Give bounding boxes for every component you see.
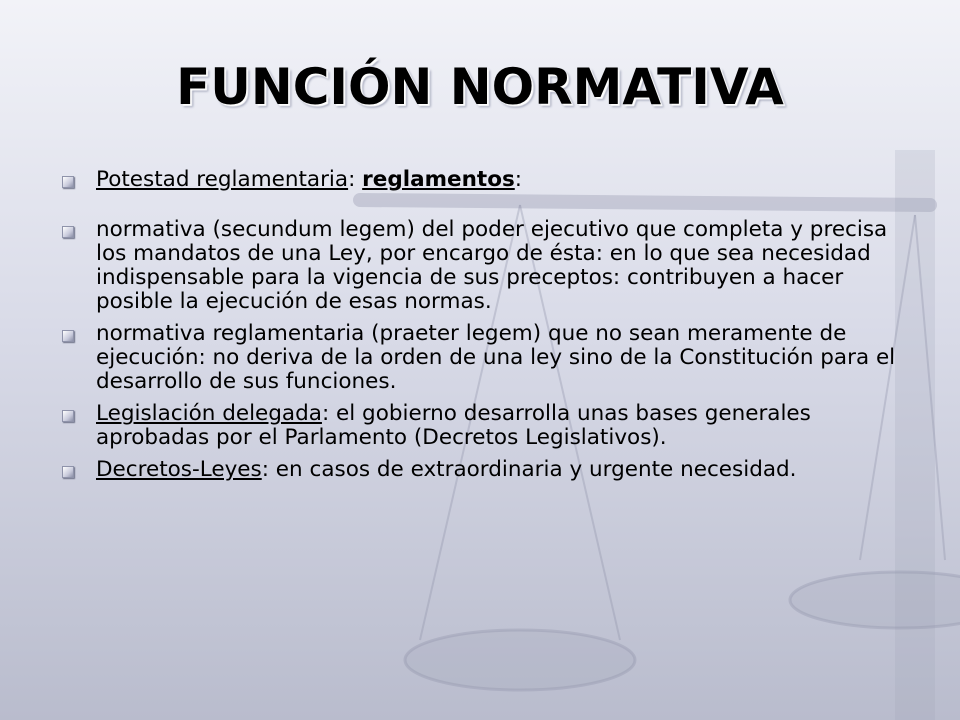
bullet-text: normativa reglamentaria (praeter legem) que no sean meramente de ejecución: no deriva de la orden de una ley sino de la Constitución para el desarrollo de sus funciones. (96, 321, 896, 394)
slide-title: FUNCIÓN NORMATIVA (176, 58, 784, 116)
square-bullet-icon (62, 330, 74, 342)
term-decretos-leyes: Decretos-Leyes (96, 457, 262, 482)
bullet-item-praeter-legem (60, 322, 910, 394)
trailing-colon: : (514, 167, 523, 192)
term-legislacion-delegada: Legislación delegada (96, 401, 322, 426)
bullet-item-potestad (60, 168, 910, 192)
square-bullet-icon (62, 466, 74, 478)
square-bullet-icon (62, 176, 74, 188)
bullet-text: : en casos de extraordinaria y urgente necesidad. (261, 457, 797, 482)
bullet-item-decretos-leyes (60, 458, 910, 482)
square-bullet-icon (62, 226, 74, 238)
bullet-text: normativa (secundum legem) del poder ejecutivo que completa y precisa los mandatos de una Ley, por encargo de ésta: en lo que sea necesidad indispensable para la vigencia de sus preceptos: contribuyen a hacer posible la ejecución de esas normas. (96, 217, 888, 314)
term-reglamentos: reglamentos (362, 167, 515, 192)
bullet-item-secundum-legem (60, 218, 910, 314)
square-bullet-icon (62, 410, 74, 422)
term-potestad-reglamentaria: Potestad reglamentaria (96, 167, 349, 192)
bullet-item-legislacion-delegada (60, 402, 910, 450)
bullet-text: : el gobierno desarrolla unas bases generales aprobadas por el Parlamento (Decretos Legislativos). (96, 401, 811, 450)
bullet-list (60, 168, 910, 490)
separator-colon: : (348, 167, 363, 192)
